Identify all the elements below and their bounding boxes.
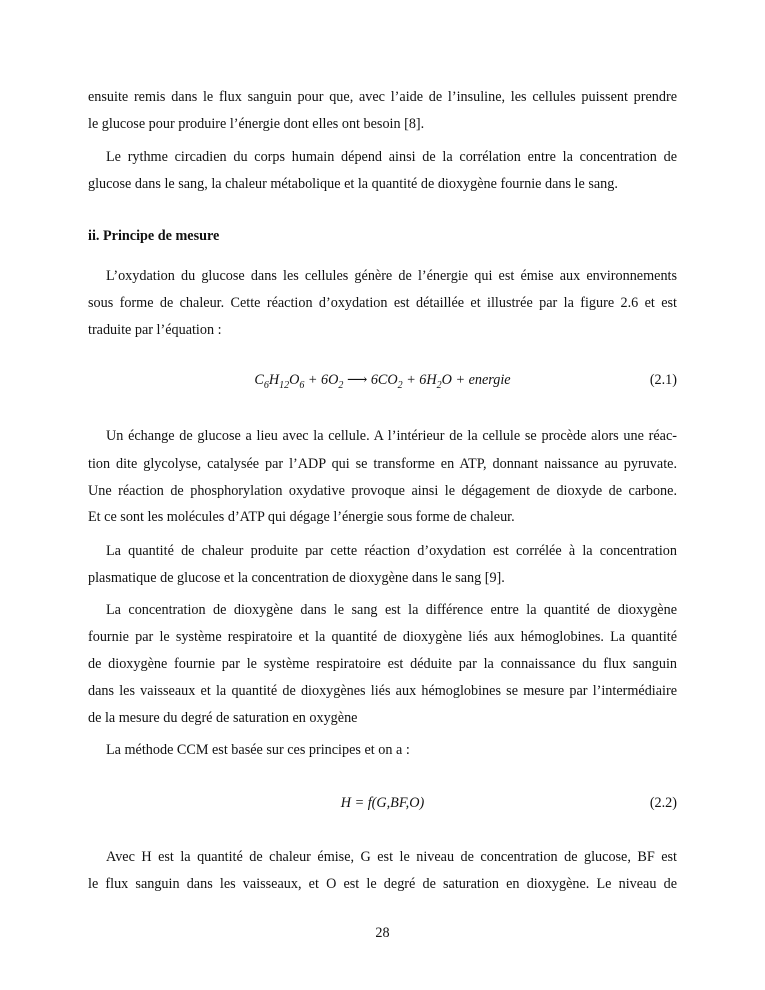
paragraph-line: Le rythme circadien du corps humain dépend ainsi de la corrélation entre la concentration de — [106, 149, 677, 165]
paragraph-line: tion dite glycolyse, catalysée par l’ADP qui se transforme en ATP, donnant naissance au pyruvate. — [88, 456, 677, 472]
paragraph-line: traduite par l’équation : — [88, 322, 222, 338]
paragraph-line: de dioxygène fournie par le système respiratoire est déduite par la connaissance du flux sanguin — [88, 656, 677, 672]
paragraph-line: fournie par le système respiratoire et la quantité de dioxygène liés aux hémoglobines. La quantité — [88, 629, 677, 645]
paragraph-line: sous forme de chaleur. Cette réaction d’oxydation est détaillée et illustrée par la figure 2.6 et est — [88, 295, 677, 311]
page-number: 28 — [375, 925, 390, 941]
paragraph-line: La concentration de dioxygène dans le sang est la différence entre la quantité de dioxygène — [106, 602, 677, 618]
equation-body: H = f(G,BF,O) — [340, 795, 425, 811]
paragraph-line: Un échange de glucose a lieu avec la cellule. A l’intérieur de la cellule se procède alors une réac- — [106, 428, 677, 444]
equation-2-1 — [88, 372, 677, 392]
paragraph-line: ensuite remis dans le flux sanguin pour que, avec l’aide de l’insuline, les cellules puissent prendre — [88, 89, 677, 105]
paragraph-line: Une réaction de phosphorylation oxydative provoque ainsi le dégagement de dioxyde de carbone. — [88, 483, 677, 499]
paragraph-line: le flux sanguin dans les vaisseaux, et O est le degré de saturation en dioxygène. Le niveau de — [88, 876, 677, 892]
paragraph-line: Avec H est la quantité de chaleur émise, G est le niveau de concentration de glucose, BF est — [106, 849, 677, 865]
paragraph-line: glucose dans le sang, la chaleur métabolique et la quantité de dioxygène fournie dans le sang. — [88, 176, 618, 192]
paragraph-line: La quantité de chaleur produite par cette réaction d’oxydation est corrélée à la concentration — [106, 543, 677, 559]
paragraph-line: dans les vaisseaux et la quantité de dioxygènes liés aux hémoglobines se mesure par l’intermédiaire — [88, 683, 677, 699]
equation-body: $C_6H_{12}O_6 + 6O_2$ ⟶ $6CO_2 + 6H_2O$ + energie — [254, 372, 511, 391]
paragraph-line: plasmatique de glucose et la concentration de dioxygène dans le sang [9]. — [88, 570, 505, 586]
paragraph-line: le glucose pour produire l’énergie dont elles ont besoin [8]. — [88, 116, 425, 132]
equation-number: (2.2) — [649, 795, 677, 811]
paragraph-line: Et ce sont les molécules d’ATP qui dégage l’énergie sous forme de chaleur. — [88, 509, 515, 525]
paragraph-line: de la mesure du degré de saturation en oxygène — [88, 710, 358, 726]
paragraph-line: L’oxydation du glucose dans les cellules génère de l’énergie qui est émise aux environnements — [106, 268, 677, 284]
equation-number: (2.1) — [649, 372, 677, 388]
paragraph-line: La méthode CCM est basée sur ces principes et on a : — [106, 742, 410, 758]
section-heading: ii. Principe de mesure — [88, 228, 220, 244]
equation-2-2 — [88, 795, 677, 815]
